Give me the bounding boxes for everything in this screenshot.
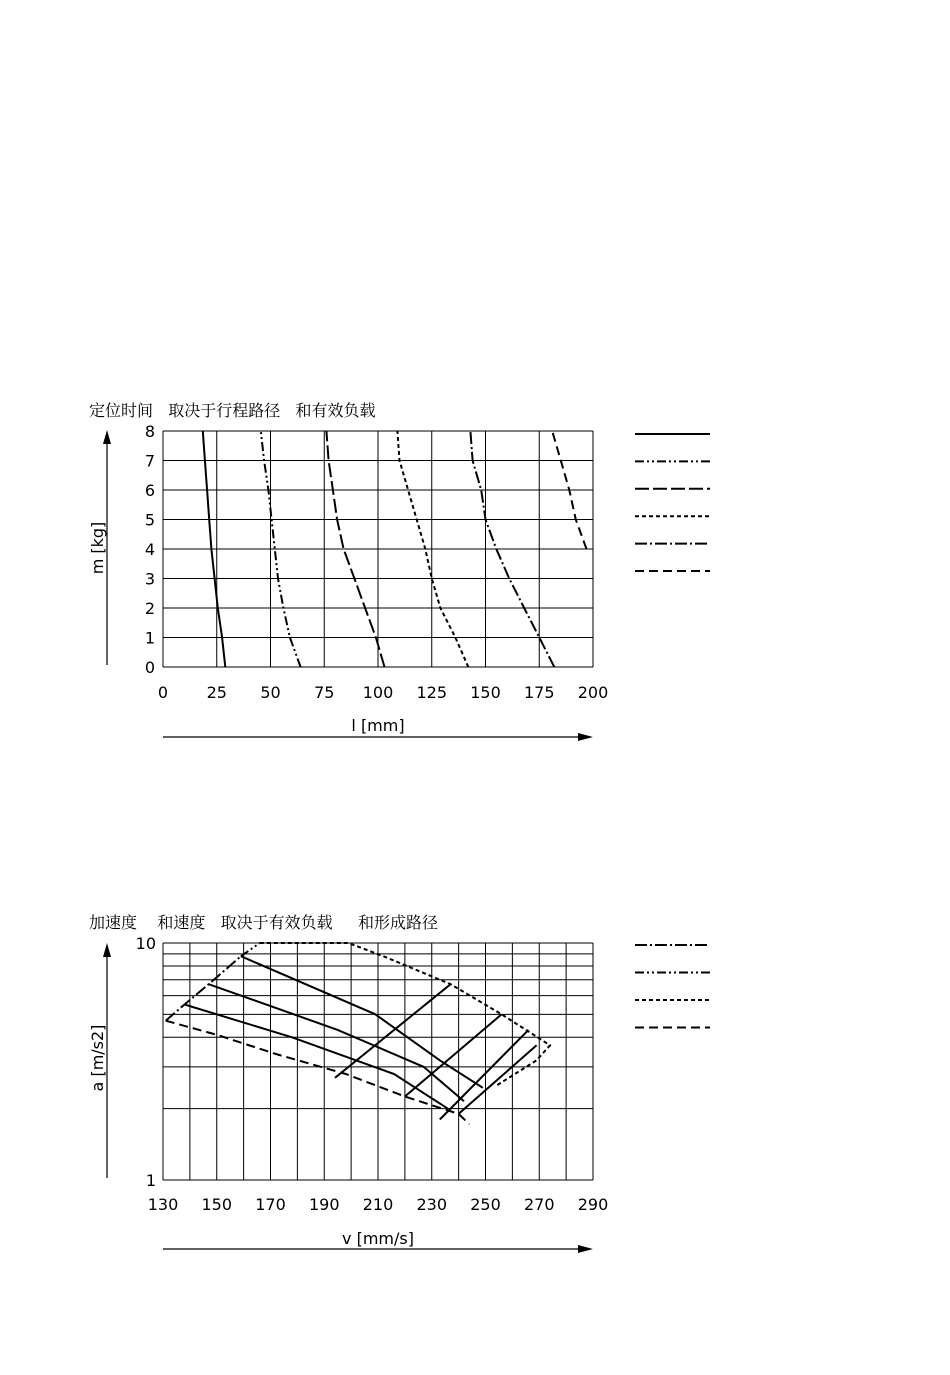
chart1-ytick-label: 0: [144, 658, 155, 677]
chart1-xtick-label: 125: [416, 683, 448, 702]
chart2-series-9: [405, 1014, 502, 1096]
chart2-xtick-label: 210: [362, 1195, 394, 1214]
chart1-ytick-label: 3: [144, 569, 155, 589]
chart2-series-5: [241, 956, 483, 1088]
chart2-title: 加速度 和速度 取决于有效负载 和形成路径: [89, 913, 439, 932]
chart1-ytick-label: 4: [144, 540, 155, 559]
chart1-ytick-label: 6: [144, 481, 155, 500]
chart2-xtick-label: 230: [416, 1195, 448, 1214]
chart2-xtick-label: 270: [523, 1195, 555, 1214]
chart2-ticks: [136, 934, 609, 1214]
chart1-ytick-label: 5: [144, 510, 155, 530]
chart1-ytick-label: 7: [144, 451, 155, 471]
chart2-series-group: [166, 943, 550, 1124]
chart2-series-6: [209, 984, 464, 1101]
chart2-series-10: [440, 1030, 529, 1120]
chart1-xtick-label: 0: [157, 683, 169, 702]
chart1-ytick-label: 1: [144, 628, 155, 648]
chart1-xtick-label: 25: [206, 683, 227, 702]
chart2-y-arrow-head: [103, 943, 111, 957]
chart2-ytick-label: 10: [135, 934, 156, 953]
chart2-ylabel: a [m/s2]: [88, 1024, 107, 1092]
chart2-series-8: [335, 984, 451, 1078]
chart2-grid: [163, 943, 593, 1180]
chart2-xtick-label: 150: [201, 1195, 233, 1214]
chart1-title: 定位时间 取决于行程路径 和有效负载: [89, 401, 376, 420]
chart1-ytick-label: 8: [144, 422, 155, 441]
chart2-xtick-label: 190: [308, 1195, 340, 1214]
chart2-xtick-label: 290: [577, 1195, 609, 1214]
chart2-xtick-label: 250: [470, 1195, 501, 1214]
chart2-xlabel: v [mm/s]: [342, 1229, 414, 1248]
chart1-ylabel: m [kg]: [88, 521, 107, 575]
chart1-xlabel: l [mm]: [351, 716, 405, 735]
chart2-ytick-label: 1: [145, 1171, 156, 1190]
chart1-xtick-label: 175: [523, 683, 555, 702]
chart1-xtick-label: 100: [362, 683, 394, 702]
chart1-ytick-label: 2: [144, 599, 155, 618]
chart2-legend: [635, 945, 710, 1028]
chart2-x-arrow-head: [578, 1245, 593, 1253]
chart2-xtick-label: 170: [255, 1195, 286, 1214]
chart1-xtick-label: 75: [314, 683, 335, 702]
chart1-xtick-label: 200: [577, 683, 609, 702]
chart2-xtick-label: 130: [147, 1195, 179, 1214]
chart1-xtick-label: 50: [260, 683, 281, 702]
chart1-xtick-label: 150: [470, 683, 501, 702]
